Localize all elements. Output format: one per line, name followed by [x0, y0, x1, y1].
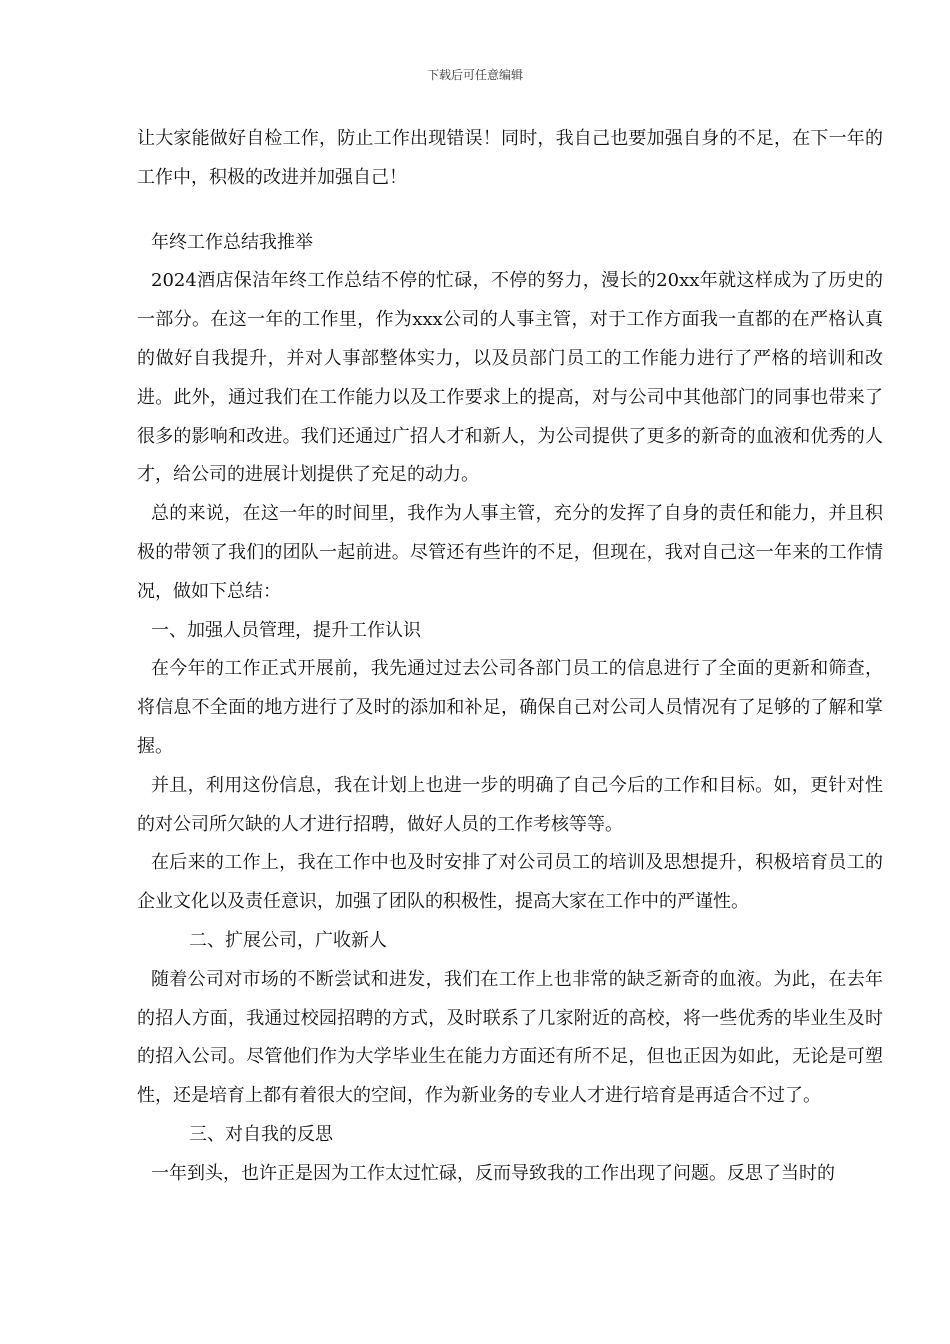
paragraph: 在今年的工作正式开展前，我先通过过去公司各部门员工的信息进行了全面的更新和筛查，将信息不全面的地方进行了及时的添加和补足，确保自己对公司人员情况有了足够的了解和掌握。: [137, 658, 883, 757]
paragraph: 总的来说，在这一年的时间里，我作为人事主管，充分的发挥了自身的责任和能力，并且积极的带领了我们的团队一起前进。尽管还有些许的不足，但现在，我对自己这一年来的工作情况，做如下总结：: [137, 503, 883, 602]
section-title: 年终工作总结我推举: [151, 231, 313, 253]
heading-three: 三、对自我的反思: [189, 1123, 333, 1145]
heading-two: 二、扩展公司，广收新人: [189, 929, 387, 951]
paragraph: 2024酒店保洁年终工作总结不停的忙碌，不停的努力，漫长的20xx年就这样成为了历史的一部分。在这一年的工作里，作为xxx公司的人事主管，对于工作方面我一直都的在严格认真的做好自我提升，并对人事部整体实力，以及员部门员工的工作能力进行了严格的培训和改进。此外，通过我们在工作能力以及工作要求上的提高，对与公司中其他部门的同事也带来了很多的影响和改进。我们还通过广招人才和新人，为公司提供了更多的新奇的血液和优秀的人才，给公司的进展计划提供了充足的动力。: [137, 270, 883, 486]
paragraph: 在后来的工作上，我在工作中也及时安排了对公司员工的培训及思想提升，积极培育员工的企业文化以及责任意识，加强了团队的积极性，提高大家在工作中的严谨性。: [137, 852, 883, 913]
paragraph-intro: 让大家能做好自检工作，防止工作出现错误！同时，我自己也要加强自身的不足，在下一年的工作中，积极的改进并加强自己！: [137, 128, 883, 188]
paragraph: 并且，利用这份信息，我在计划上也进一步的明确了自己今后的工作和目标。如，更针对性的对公司所欠缺的人才进行招聘，做好人员的工作考核等等。: [137, 774, 883, 835]
document-body: [137, 120, 883, 1194]
page-header: 下载后可任意编辑: [426, 68, 523, 82]
paragraph: 一年到头，也许正是因为工作太过忙碌，反而导致我的工作出现了问题。反思了当时的: [151, 1162, 835, 1184]
heading-one: 一、加强人员管理，提升工作认识: [151, 619, 421, 641]
paragraph: 随着公司对市场的不断尝试和进发，我们在工作上也非常的缺乏新奇的血液。为此，在去年的招人方面，我通过校园招聘的方式，及时联系了几家附近的高校，将一些优秀的毕业生及时的招入公司。尽管他们作为大学毕业生在能力方面还有所不足，但也正因为如此，无论是可塑性，还是培育上都有着很大的空间，作为新业务的专业人才进行培育是再适合不过了。: [137, 968, 883, 1107]
paragraph-gap: [137, 198, 883, 224]
